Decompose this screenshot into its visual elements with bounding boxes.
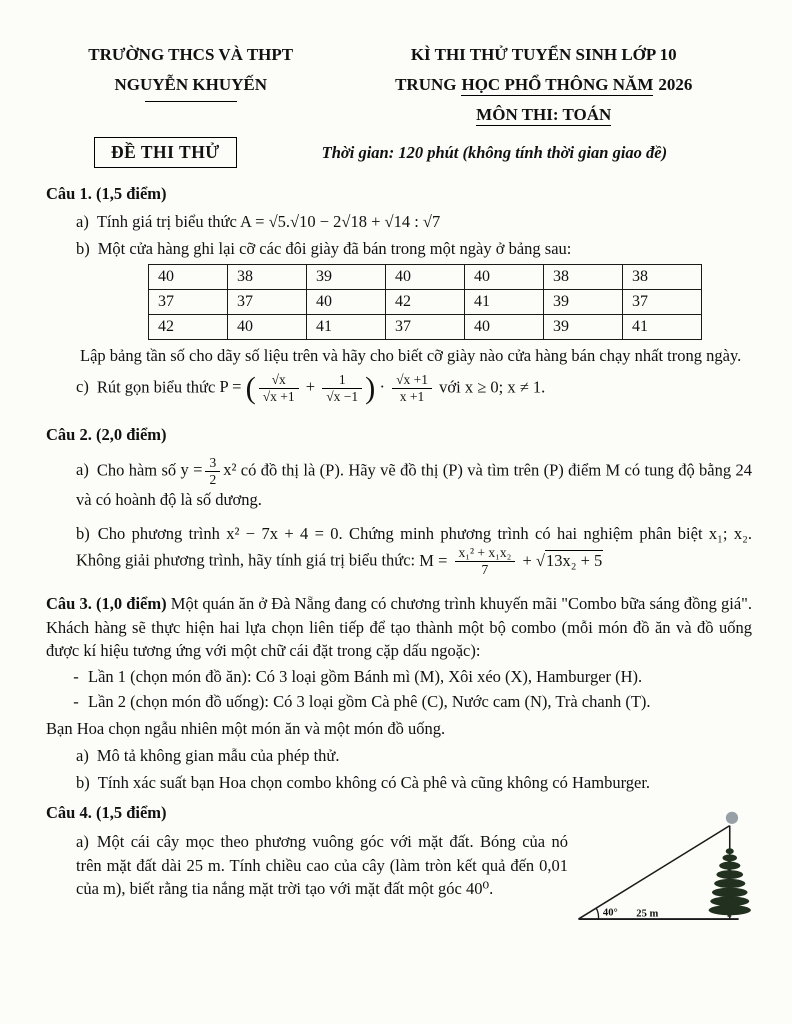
- school-block: [46, 40, 335, 129]
- cau2-b-label: b): [76, 523, 90, 543]
- cau4-row: [46, 826, 752, 934]
- table-cell: 40: [149, 265, 228, 290]
- cau3-mid: Bạn Hoa chọn ngẫu nhiên một món ăn và một món đồ uống.: [46, 718, 446, 738]
- triangle-tree-svg: [574, 810, 752, 928]
- badge-row: [46, 137, 752, 168]
- cau4-title: Câu 4. (1,5 điểm): [46, 802, 167, 822]
- cau1-a-formula: A = √5.√10 − 2√18 + √14 : √7: [240, 211, 441, 231]
- table-cell: 42: [149, 315, 228, 340]
- table-row: [149, 315, 702, 340]
- table-cell: 40: [307, 290, 386, 315]
- cau3-intro-text: Một quán ăn ở Đà Nẵng đang có chương trình khuyến mãi "Combo bữa sáng đồng giá". Khách hàng sẽ thực hiện hai lựa chọn liên tiếp để tạo thành một bộ combo (mỗi món đồ ăn và đồ uống được kí hiệu tương ứng với một chữ cái đặt trong cặp dấu ngoặc):: [46, 594, 753, 661]
- table-cell: 40: [465, 265, 544, 290]
- cau1-c-formula: P = ( $\frac{√x}{√x +1}$ + $\frac{1}{√x -1}$ ) · $\frac{√x +1}{x +1}$: [219, 377, 439, 396]
- gray-dot: [726, 812, 738, 824]
- base-length-label: 25 m: [636, 908, 659, 920]
- cau4-item-a: [76, 830, 568, 930]
- fraction: $\frac{\text{x₁² + x₁x₂}}{7}$: [455, 545, 516, 578]
- cau1-b-text: Một cửa hàng ghi lại cỡ các đôi giày đã bán trong một ngày ở bảng sau:: [97, 238, 572, 258]
- time-note: Thời gian: 120 phút (không tính thời gian giao đề): [321, 142, 668, 162]
- table-cell: 40: [386, 265, 465, 290]
- table-row: [149, 265, 702, 290]
- shoe-size-table: [148, 264, 702, 340]
- angle-arc: [596, 909, 598, 919]
- cau1-b-label: b): [76, 238, 90, 258]
- exam-line3: MÔN THI: TOÁN: [476, 104, 612, 124]
- cau3-bullet2-text: Lần 2 (chọn món đồ uống): Có 3 loại gồm Cà phê (C), Nước cam (N), Trà chanh (T).: [88, 692, 651, 712]
- cau3-title: Câu 3. (1,0 điểm): [46, 594, 167, 614]
- hypotenuse-line: [578, 826, 729, 919]
- angle-label: 40°: [602, 907, 618, 919]
- cau3-item-b: [76, 771, 752, 794]
- tree-shadow-figure: [574, 810, 752, 934]
- school-line1: TRƯỜNG THCS VÀ THPT: [88, 45, 294, 64]
- table-row: [149, 290, 702, 315]
- table-cell: 37: [228, 290, 307, 315]
- cau1-item-c: [76, 372, 752, 405]
- table-cell: 40: [228, 315, 307, 340]
- cau2-a-label: a): [76, 460, 89, 480]
- fraction: $\frac{√x}{√x +1}$: [259, 372, 299, 405]
- cau3-a-text: Mô tả không gian mẫu của phép thử.: [96, 745, 340, 765]
- table-cell: 40: [465, 315, 544, 340]
- table-cell: 38: [544, 265, 623, 290]
- table-cell: 39: [307, 265, 386, 290]
- exam-title-block: [335, 40, 752, 129]
- cau1-title: Câu 1. (1,5 điểm): [46, 184, 167, 204]
- cau3-intro: [46, 592, 752, 662]
- exam-type-badge: ĐỀ THI THỬ: [94, 137, 237, 168]
- cau2-b-pre: Cho phương trình x² − 7x + 4 = 0. Chứng minh phương trình có hai nghiệm phân biệt x₁; x₂. Không giải phương trình, hãy tính giá trị biểu thức:: [76, 523, 752, 570]
- exam-line2: [335, 70, 752, 100]
- cau1-c-text: Rút gọn biểu thức: [96, 377, 216, 397]
- cau3-b-text: Tính xác suất bạn Hoa chọn combo không có Cà phê và cũng không có Hamburger.: [97, 773, 651, 793]
- header: [46, 40, 752, 129]
- cau4-a-label: a): [76, 832, 89, 852]
- cau3-bullet-2: [64, 690, 752, 713]
- table-cell: 41: [307, 315, 386, 340]
- cau3-bullet-1: [64, 665, 752, 688]
- table-cell: 41: [623, 315, 702, 340]
- exam-line2-pre: TRUNG: [395, 74, 457, 94]
- cau2-a-post: có đồ thị là (P). Hãy vẽ đồ thị (P) và tìm trên (P) điểm M có tung độ bằng 24 và có hoành độ là số dương.: [76, 460, 752, 510]
- cau2-item-b: [76, 522, 752, 579]
- cau1-c-condition: với x ≥ 0; x ≠ 1.: [439, 377, 546, 397]
- fraction: $\frac{3}{2}$: [205, 455, 220, 488]
- school-line2: NGUYỄN KHUYẾN: [114, 74, 267, 94]
- exam-line2-post: 2026: [658, 74, 693, 94]
- exam-line2-underlined: HỌC PHỔ THÔNG NĂM: [461, 74, 654, 94]
- tree-icon: [709, 849, 751, 918]
- table-cell: 39: [544, 290, 623, 315]
- cau1-c-label: c): [76, 377, 89, 397]
- table-cell: 38: [623, 265, 702, 290]
- table-cell: 41: [465, 290, 544, 315]
- exam-line1: KÌ THI THỬ TUYỂN SINH LỚP 10: [410, 45, 677, 64]
- table-cell: 37: [386, 315, 465, 340]
- table-cell: 37: [623, 290, 702, 315]
- cau1-a-text: Tính giá trị biểu thức: [96, 211, 237, 231]
- radicand: 13x₂ + 5: [545, 550, 603, 570]
- cau1-b-after: Lập bảng tần số cho dãy số liệu trên và hãy cho biết cỡ giày nào cửa hàng bán chạy nhất trong ngày.: [80, 346, 742, 366]
- cau3-b-label: b): [76, 773, 90, 793]
- cau3-item-a: [76, 744, 752, 767]
- table-cell: 38: [228, 265, 307, 290]
- bullet-dash: -: [73, 666, 79, 686]
- table-cell: 37: [149, 290, 228, 315]
- cau1-item-a: [76, 210, 752, 233]
- cau3-bullet1-text: Lần 1 (chọn món đồ ăn): Có 3 loại gồm Bánh mì (M), Xôi xéo (X), Hamburger (H).: [88, 666, 643, 686]
- cau2-title: Câu 2. (2,0 điểm): [46, 425, 167, 445]
- cau2-a-pre: Cho hàm số: [96, 460, 177, 480]
- table-cell: 39: [544, 315, 623, 340]
- cau1-a-label: a): [76, 211, 89, 231]
- bullet-dash: -: [73, 692, 79, 712]
- left-paren: (: [245, 370, 256, 405]
- cau4-a-text: Một cái cây mọc theo phương vuông góc với mặt đất. Bóng của nó trên mặt đất dài 25 m. Tính chiều cao của cây (làm tròn kết quả đến 0,01 của m), biết rằng tia nắng mặt trời tạo với mặt đất một góc 40⁰.: [76, 832, 568, 899]
- fraction: $\frac{1}{√x -1}$: [322, 372, 362, 405]
- cau3-a-label: a): [76, 745, 89, 765]
- x-squared: x²: [223, 460, 237, 480]
- cau1-item-b: [76, 237, 752, 260]
- table-cell: 42: [386, 290, 465, 315]
- cau2-item-a: [76, 455, 752, 512]
- cau2-b-formula: M = $\frac{\text{x₁² + x₁x₂}}{7}$ + √13x₂ + 5: [419, 544, 603, 578]
- fraction: $\frac{√x +1}{x +1}$: [392, 372, 432, 405]
- cau2-a-function: y = $\frac{3}{2}$ x²: [180, 454, 237, 487]
- school-underline: [145, 101, 237, 102]
- right-paren: ): [365, 370, 376, 405]
